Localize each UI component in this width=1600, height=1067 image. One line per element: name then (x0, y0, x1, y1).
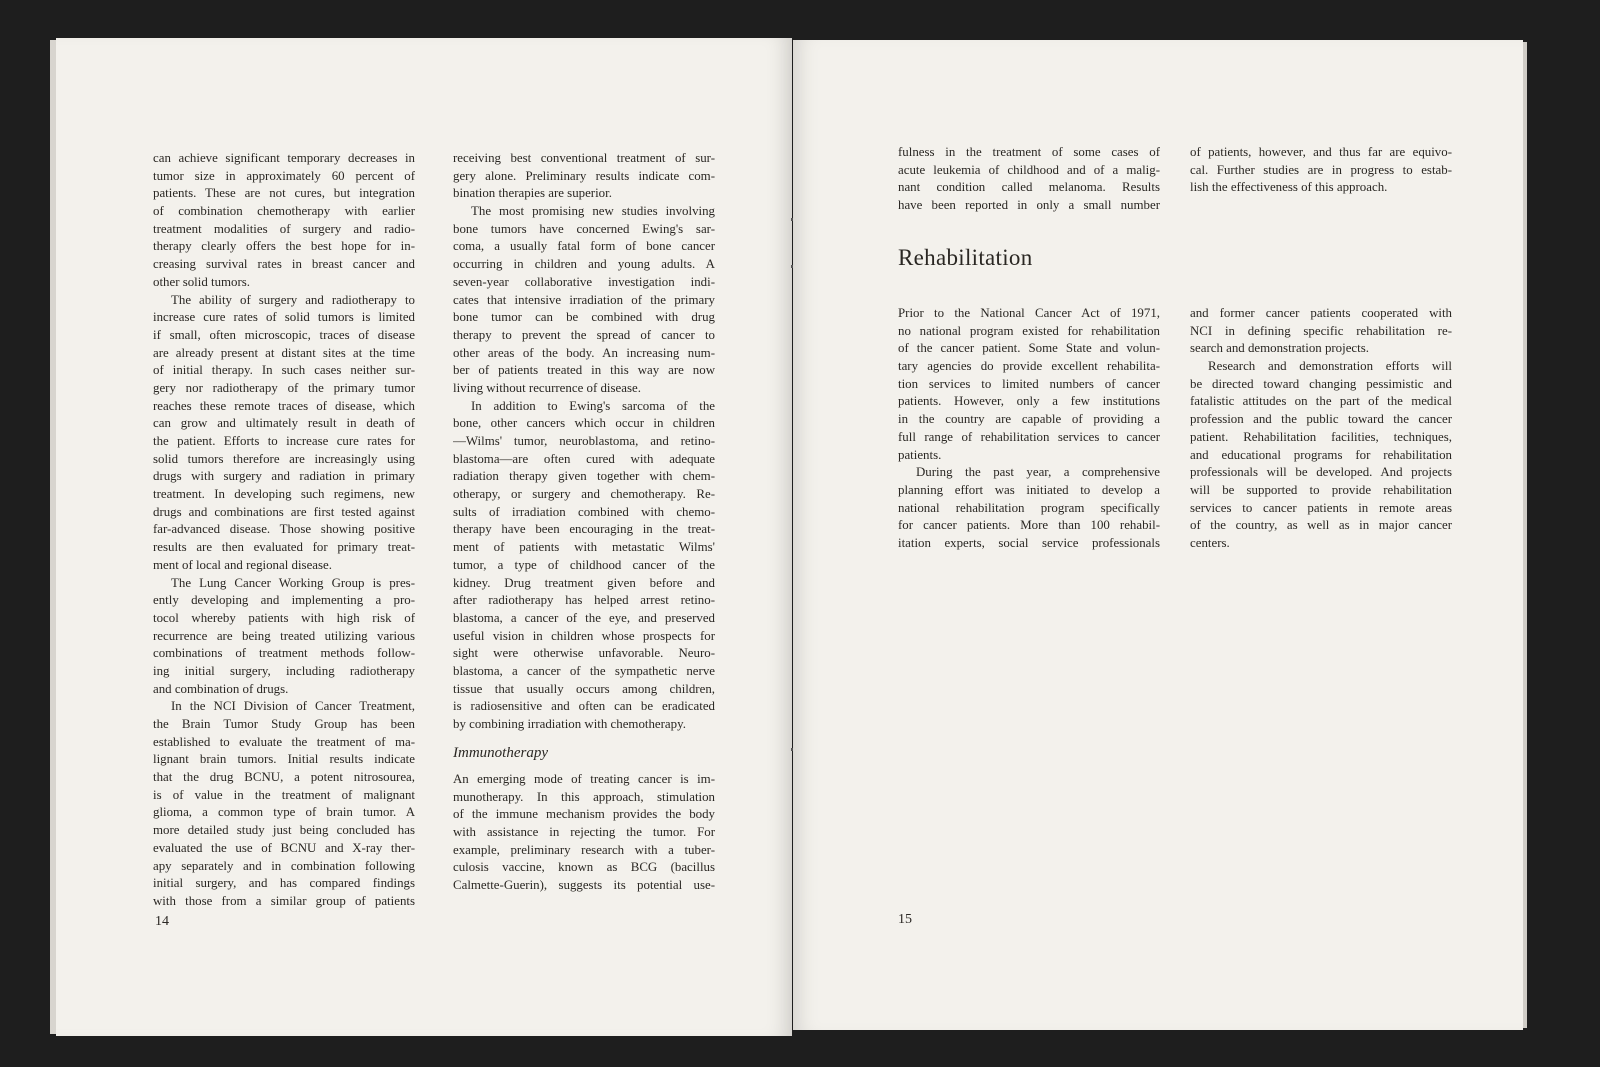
text-line: creasing survival rates in breast cancer and (153, 257, 415, 272)
text-line: can grow and ultimately result in death of (153, 416, 415, 431)
text-line: kidney. Drug treatment given before and (453, 575, 715, 590)
right-column-2 (1190, 305, 1452, 553)
text-line: In the NCI Division of Cancer Treatment, (171, 699, 415, 714)
right-column-1-top (898, 144, 1160, 215)
text-line: reaches these remote traces of disease, which (153, 398, 415, 413)
text-line: Prior to the National Cancer Act of 1971, (898, 306, 1160, 320)
text-line: are already present at distant sites at the time (153, 345, 415, 360)
text-line: other areas of the body. An increasing num- (453, 345, 715, 360)
paragraph (453, 771, 715, 895)
text-line: blastoma, a cancer of the sympathetic nerve (453, 663, 715, 678)
text-line: blastoma—are often cured with adequate (453, 451, 715, 466)
text-line: tumor, a type of childhood cancer of the (453, 557, 715, 572)
text-line: with those from a similar group of patients (153, 893, 415, 908)
text-line: tissue that usually occurs among children, (453, 681, 715, 696)
text-line: other solid tumors. (153, 274, 251, 289)
text-line: example, preliminary research with a tuber- (453, 842, 715, 857)
text-line: treatment. In developing such regimens, new (153, 487, 415, 502)
paragraph (898, 144, 1160, 215)
margin-mark (791, 748, 793, 751)
right-column-2-top (1190, 144, 1452, 197)
left-column-2 (453, 150, 715, 734)
text-line: planning effort was initiated to develop a (898, 482, 1160, 497)
text-line: recurrence are being treated utilizing various (153, 628, 415, 643)
text-line: ment of patients with metastatic Wilms' (453, 540, 715, 555)
paragraph (1190, 305, 1452, 358)
text-line: The Lung Cancer Working Group is pres- (171, 575, 415, 590)
text-line: therapy have been encouraging in the treat- (453, 522, 715, 537)
text-line: gery alone. Preliminary results indicate com- (453, 168, 715, 183)
text-line: of combination chemotherapy with earlier (153, 204, 415, 219)
text-line: no national program existed for rehabilitation (898, 323, 1160, 338)
text-line: The ability of surgery and radiotherapy to (171, 292, 415, 307)
text-line: can achieve significant temporary decreases in (153, 151, 415, 165)
text-line: solid tumors therefore are increasingly using (153, 451, 415, 466)
text-line: of the country, as well as in major cancer (1190, 518, 1452, 533)
text-line: lish the effectiveness of this approach. (1190, 180, 1388, 195)
text-line: bone, other cancers which occur in children (453, 416, 715, 431)
text-line: national rehabilitation program specifically (898, 500, 1160, 515)
text-line: receiving best conventional treatment of sur- (453, 151, 715, 165)
text-line: drugs with surgery and radiation in primary (153, 469, 415, 484)
text-line: tocol whereby patients with high risk of (153, 610, 415, 625)
text-line: therapy clearly offers the best hope for in- (153, 239, 415, 254)
text-line: ing initial surgery, including radiotherapy (153, 663, 415, 678)
text-line: the Brain Tumor Study Group has been (153, 717, 415, 731)
text-line: patients. However, only a few institutions (898, 394, 1160, 409)
text-line: tary agencies do provide excellent rehabilita- (898, 359, 1160, 374)
text-line: cal. Further studies are in progress to estab- (1190, 162, 1452, 177)
text-line: centers. (1190, 535, 1230, 550)
text-line: itation experts, social service professionals (898, 535, 1160, 550)
text-line: acute leukemia of childhood and of a malig- (898, 162, 1160, 177)
text-line: patient. Rehabilitation facilities, techniques, (1190, 429, 1452, 444)
text-line: apy separately and in combination following (153, 858, 415, 873)
text-line: sults of irradiation combined with chemo- (453, 504, 715, 519)
text-line: far-advanced disease. Those showing positive (153, 522, 415, 537)
margin-mark (791, 218, 793, 221)
text-line: treatment modalities of surgery and radio- (153, 221, 415, 236)
text-line: therapy to prevent the spread of cancer to (453, 327, 715, 342)
text-line: seven-year collaborative investigation indi- (453, 274, 715, 289)
text-line: culosis vaccine, known as BCG (bacillus (453, 860, 715, 875)
text-line: During the past year, a comprehensive (916, 465, 1160, 480)
text-line: if small, often microscopic, traces of disease (153, 327, 415, 342)
text-line: An emerging mode of treating cancer is im- (453, 772, 715, 786)
paragraph (1190, 358, 1452, 553)
text-line: have been reported in only a small number (898, 198, 1160, 213)
text-line: after radiotherapy has helped arrest retino- (453, 593, 715, 608)
rehabilitation-heading: Rehabilitation (898, 245, 1033, 270)
right-column-1 (898, 305, 1160, 553)
left-column-1 (153, 150, 415, 911)
paragraph (153, 292, 415, 575)
text-line: living without recurrence of disease. (453, 380, 641, 395)
text-line: and combination of drugs. (153, 681, 289, 696)
text-line: coma, a usually fatal form of bone cancer (453, 239, 715, 254)
page-number: 15 (898, 912, 912, 927)
text-line: professionals will be developed. And projects (1190, 465, 1452, 480)
paragraph (153, 150, 415, 292)
text-line: fatalistic attitudes on the part of the medical (1190, 394, 1452, 409)
text-line: by combining irradiation with chemotherapy. (453, 717, 686, 731)
text-line: full range of rehabilitation services to cancer (898, 429, 1160, 444)
text-line: profession and the public toward the cancer (1190, 412, 1452, 427)
immunotherapy-heading: Immunotherapy (453, 745, 548, 761)
text-line: of the immune mechanism provides the body (453, 807, 715, 822)
text-line: of initial therapy. In such cases neither sur- (153, 363, 415, 378)
text-line: be directed toward changing pessimistic and (1190, 376, 1452, 391)
paragraph (453, 203, 715, 398)
text-line: Research and demonstration efforts will (1208, 359, 1452, 374)
text-line: otherapy, or surgery and chemotherapy. Re- (453, 487, 715, 502)
text-line: radiation therapy given together with chem- (453, 469, 715, 484)
text-line: will be supported to provide rehabilitation (1190, 482, 1452, 497)
text-line: occurring in children and young adults. A (453, 257, 715, 272)
paragraph (898, 305, 1160, 464)
text-line: fulness in the treatment of some cases of (898, 145, 1160, 159)
paragraph (453, 398, 715, 734)
text-line: blastoma, a cancer of the eye, and preserved (453, 610, 715, 625)
text-line: nant condition called melanoma. Results (898, 180, 1160, 195)
text-line: and former cancer patients cooperated with (1190, 306, 1452, 320)
text-line: bone tumors have concerned Ewing's sar- (453, 221, 715, 236)
text-line: combinations of treatment methods follow- (153, 646, 415, 661)
text-line: cates that intensive irradiation of the primary (453, 292, 715, 307)
text-line: is radiosensitive and often can be eradicated (453, 699, 715, 714)
text-line: sight were otherwise unfavorable. Neuro- (453, 646, 715, 661)
text-line: in the country are capable of providing a (898, 412, 1160, 427)
text-line: more detailed study just being concluded has (153, 823, 415, 838)
paragraph (1190, 144, 1452, 197)
text-line: glioma, a common type of brain tumor. A (153, 805, 415, 820)
text-line: search and demonstration projects. (1190, 341, 1369, 356)
text-line: ment of local and regional disease. (153, 557, 332, 572)
text-line: evaluated the use of BCNU and X-ray ther- (153, 840, 415, 855)
right-page (793, 40, 1523, 1030)
text-line: that the drug BCNU, a potent nitrosourea, (153, 770, 415, 785)
text-line: bone tumor can be combined with drug (453, 310, 715, 325)
text-line: increase cure rates of solid tumors is limited (153, 310, 415, 325)
text-line: is of value in the treatment of malignant (153, 787, 415, 802)
paragraph (453, 150, 715, 203)
text-line: useful vision in children whose prospects for (453, 628, 715, 643)
text-line: Calmette-Guerin), suggests its potential use- (453, 878, 715, 893)
text-line: services to cancer patients in remote areas (1190, 500, 1452, 515)
text-line: of patients, however, and thus far are equivo- (1190, 145, 1452, 159)
text-line: patients. (898, 447, 942, 462)
text-line: NCI in defining specific rehabilitation re- (1190, 323, 1452, 338)
text-line: The most promising new studies involving (471, 204, 715, 219)
text-line: ber of patients treated in this way are now (453, 363, 715, 378)
margin-mark (791, 265, 793, 268)
text-line: for cancer patients. More than 100 rehabil- (898, 518, 1160, 533)
text-line: established to evaluate the treatment of ma- (153, 734, 415, 749)
text-line: In addition to Ewing's sarcoma of the (471, 398, 715, 413)
text-line: ently developing and implementing a pro- (153, 593, 415, 608)
text-line: the patient. Efforts to increase cure rates for (153, 434, 415, 448)
text-line: of the cancer patient. Some State and volun- (898, 341, 1160, 356)
text-line: results are then evaluated for primary treat- (153, 540, 415, 555)
text-line: with assistance in rejecting the tumor. For (453, 825, 715, 840)
text-line: munotherapy. In this approach, stimulation (453, 789, 715, 804)
text-line: initial surgery, and has compared findings (153, 876, 415, 891)
text-line: drugs and combinations are first tested against (153, 504, 415, 519)
paragraph (153, 575, 415, 699)
text-line: gery nor radiotherapy of the primary tumor (153, 380, 415, 395)
text-line: tion services to limited numbers of cancer (898, 376, 1160, 391)
text-line: lignant brain tumors. Initial results indicate (153, 752, 415, 767)
text-line: tumor size in approximately 60 percent of (153, 168, 415, 183)
text-line: and educational programs for rehabilitation (1190, 447, 1452, 462)
paragraph (153, 698, 415, 910)
text-line: bination therapies are superior. (453, 186, 612, 201)
page-number: 14 (155, 914, 169, 929)
left-column-2-immunotherapy (453, 771, 715, 895)
left-page (56, 38, 792, 1036)
text-line: patients. These are not cures, but integration (153, 186, 415, 201)
paragraph (898, 464, 1160, 552)
text-line: —Wilms' tumor, neuroblastoma, and retino- (453, 434, 715, 448)
